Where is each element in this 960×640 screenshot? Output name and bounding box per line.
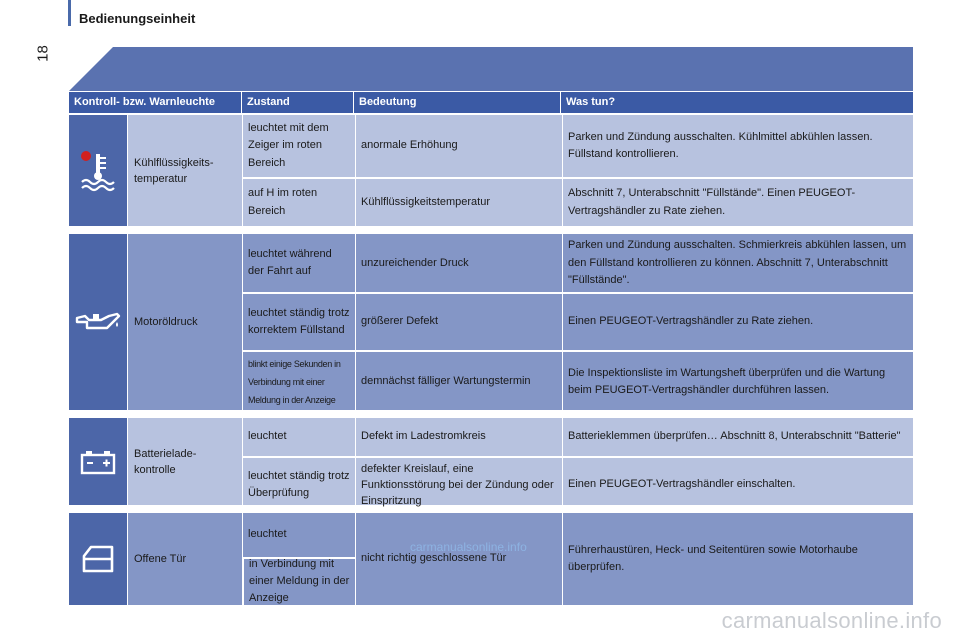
was-tun-cell: Parken und Zündung ausschalten. Schmierkreis abkühlen lassen, um den Füllstand kontrollieren zu können. Abschnitt 7, Unterabschnitt "Füllstände". [562,234,913,293]
table-row [242,234,913,292]
label-text: Kühlflüssigkeits- temperatur [134,156,214,185]
zustand-cell: in Verbindung mit einer Meldung in der Anzeige [243,557,355,605]
coolant-temperature-icon [69,115,127,226]
warning-light-label [127,418,242,505]
table-row [242,513,913,605]
table-group-open-door [69,513,913,605]
bedeutung-cell: Defekt im Ladestromkreis [355,418,562,456]
zustand-cell: leuchtet während der Fahrt auf [248,247,332,278]
was-tun-cell: Einen PEUGEOT-Vertragshändler zu Rate ziehen. [562,294,913,350]
table-group-battery [69,418,913,505]
bedeutung-cell: defekter Kreislauf, eine Funktionsstörung bei der Zündung oder Einspritzung [355,458,562,512]
watermark: carmanualsonline.info [721,608,942,633]
table-group-coolant [69,115,913,226]
zustand-cell: blinkt einige Sekunden in Verbindung mit einer Meldung in der Anzeige [248,359,341,405]
zustand-cell: leuchtet ständig trotz korrektem Füllstand [248,306,350,336]
zustand-cell: auf H im roten Bereich [248,187,318,217]
zustand-cell: leuchtet [248,430,287,443]
was-tun-cell: Abschnitt 7, Unterabschnitt "Füllstände". Einen PEUGEOT-Vertragshändler zu Rate ziehen. [562,179,913,226]
was-tun-cell: Einen PEUGEOT-Vertragshändler einschalten. [562,458,913,512]
table-row [242,418,913,456]
bedeutung-cell: nicht richtig geschlossene Tür [355,513,562,605]
table-header [69,92,913,113]
was-tun-cell: Die Inspektionsliste im Wartungsheft überprüfen und die Wartung beim PEUGEOT-Vertragshändler durchführen lassen. [562,352,913,412]
bedeutung-cell: Kühlflüssigkeitstemperatur [355,179,562,226]
bedeutung-cell: anormale Erhöhung [355,115,562,177]
table-group-oil-pressure [69,234,913,410]
table-row [242,292,913,350]
warning-light-label: Motoröldruck [127,234,242,410]
battery-icon [69,418,127,505]
warning-light-label: Offene Tür [127,513,242,605]
was-tun-cell: Batterieklemmen überprüfen… Abschnitt 8, Unterabschnitt "Batterie" [562,418,913,456]
oil-pressure-icon [69,234,127,410]
table-row [242,350,913,410]
table-row [242,115,913,177]
section-title: Bedienungseinheit [79,11,196,26]
column-header: Kontroll- bzw. Warnleuchte [69,92,242,113]
was-tun-cell: Führerhaustüren, Heck- und Seitentüren sowie Motorhaube überprüfen. [562,513,913,605]
warning-light-label [127,115,242,226]
was-tun-cell: Parken und Zündung ausschalten. Kühlmittel abkühlen lassen. Füllstand kontrollieren. [562,115,913,177]
header-banner [69,47,913,91]
bedeutung-cell: größerer Defekt [355,294,562,350]
table-row [242,177,913,226]
zustand-cell: leuchtet mit dem Zeiger im roten Bereich [248,121,329,169]
column-header: Zustand [242,92,354,113]
column-header: Bedeutung [354,92,561,113]
page-number: 18 [34,45,52,62]
zustand-cell: leuchtet [248,528,287,541]
label-text: Batterielade- kontrolle [134,447,197,476]
watermark-overlay: carmanualsonline.info [410,540,527,554]
zustand-cell: leuchtet ständig trotz Überprüfung [248,469,350,499]
warning-lights-table [69,92,913,605]
left-margin-rule [68,0,71,26]
column-header: Was tun? [566,96,616,108]
bedeutung-cell: demnächst fälliger Wartungstermin [355,352,562,412]
bedeutung-cell: unzureichender Druck [355,234,562,293]
open-door-icon [69,513,127,605]
table-row [242,456,913,505]
